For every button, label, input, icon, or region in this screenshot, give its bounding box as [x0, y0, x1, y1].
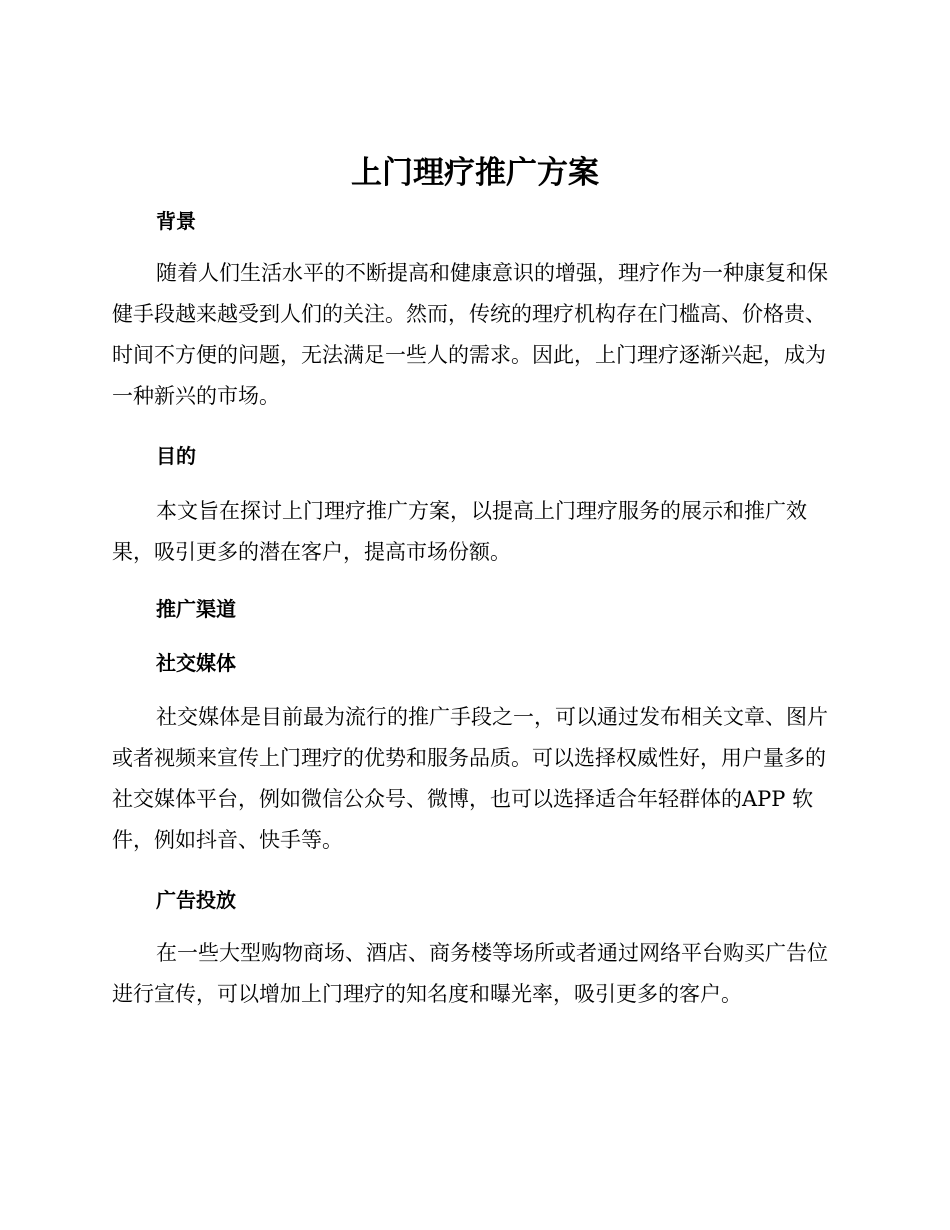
section-heading-purpose: 目的 — [156, 444, 196, 468]
section-heading-channels: 推广渠道 — [156, 597, 236, 621]
section-paragraph-advertising: 在一些大型购物商场、酒店、商务楼等场所或者通过网络平台购买广告位进行宣传，可以增加上门理疗的知名度和曝光率，吸引更多的客户。 — [112, 941, 828, 1006]
section-paragraph-purpose: 本文旨在探讨上门理疗推广方案，以提高上门理疗服务的展示和推广效果，吸引更多的潜在客户，提高市场份额。 — [112, 499, 807, 564]
section-heading-background: 背景 — [156, 209, 196, 233]
section-heading-social-media: 社交媒体 — [156, 651, 236, 675]
section-paragraph-social-media: 社交媒体是目前最为流行的推广手段之一，可以通过发布相关文章、图片或者视频来宣传上门理疗的优势和服务品质。可以选择权威性好，用户量多的社交媒体平台，例如微信公众号、微博，也可以选择适合年轻群体的APP 软件，例如抖音、快手等。 — [112, 705, 828, 852]
document-title: 上门理疗推广方案 — [351, 155, 599, 191]
section-heading-advertising: 广告投放 — [156, 888, 236, 912]
section-paragraph-background: 随着人们生活水平的不断提高和健康意识的增强，理疗作为一种康复和保健手段越来越受到人们的关注。然而，传统的理疗机构存在门槛高、价格贵、时间不方便的问题，无法满足一些人的需求。因此，上门理疗逐渐兴起，成为一种新兴的市场。 — [112, 261, 828, 408]
